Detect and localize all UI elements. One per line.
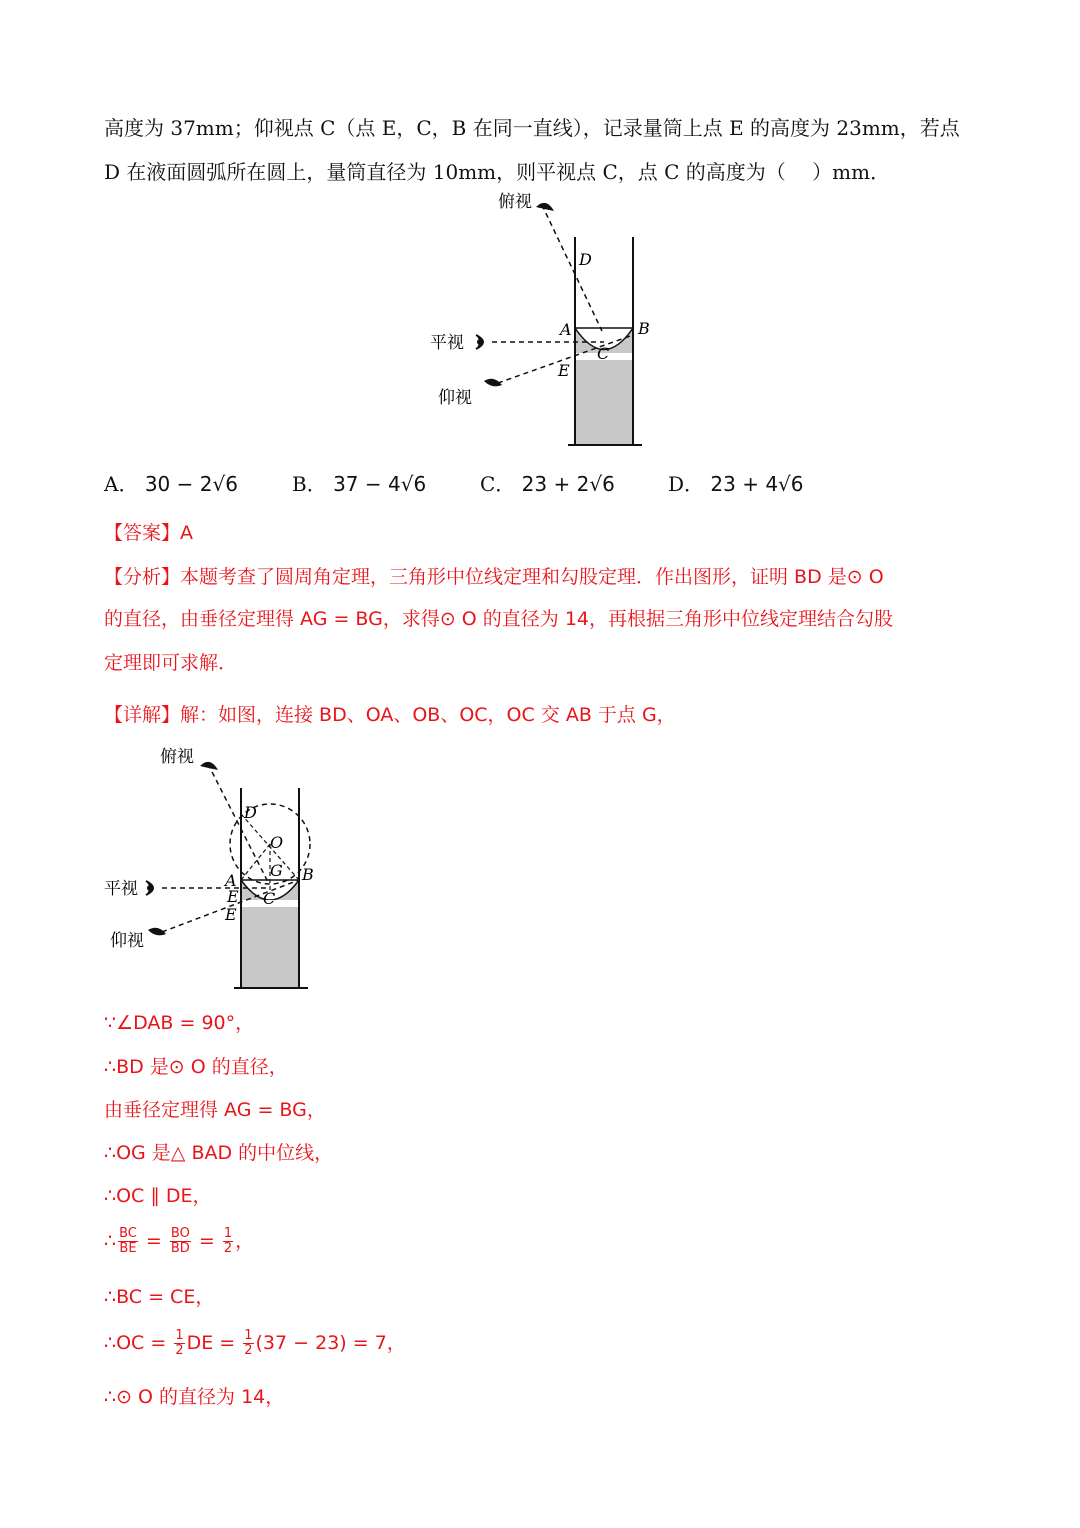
choice-b-expr: 37 − 4√6 — [333, 472, 427, 496]
sight-line-top — [542, 205, 602, 331]
detail-line: 【详解】解：如图，连接 BD、OA、OB、OC，OC 交 AB 于点 G， — [104, 704, 676, 726]
choice-c-expr: 23 + 2√6 — [521, 472, 615, 496]
figure-cylinder-2 — [100, 740, 330, 992]
step-2: ∴BD 是⊙ O 的直径， — [104, 1056, 288, 1078]
eye-top-icon — [536, 203, 554, 211]
step-1: ∵∠DAB = 90°， — [104, 1012, 255, 1034]
answer-value: A — [180, 522, 194, 544]
fraction-half-2: $\frac{1}{2}$ — [244, 1328, 253, 1358]
analysis-line-1: 【分析】本题考查了圆周角定理，三角形中位线定理和勾股定理．作出图形，证明 BD 是⊙ O — [104, 566, 884, 588]
fraction-bo-bd: $\frac{BO}{BD}$ — [170, 1226, 190, 1256]
step-9: ∴⊙ O 的直径为 14， — [104, 1386, 285, 1408]
fraction-bc-be: $\frac{BC}{BE}$ — [119, 1226, 137, 1256]
choice-d-expr: 23 + 4√6 — [710, 472, 804, 496]
point-E-2: E — [225, 905, 237, 924]
fraction-half-1: $\frac{1}{2}$ — [175, 1328, 184, 1358]
label-level-view: 平视 — [104, 879, 138, 899]
step-6: ∴ $\frac{BC}{BE}$ = $\frac{BO}{BD}$ = $\frac{1}{2}$ ， — [104, 1226, 255, 1256]
point-A: A — [225, 871, 237, 890]
choice-a[interactable] — [104, 468, 238, 497]
label-low-view: 仰视 — [110, 931, 144, 951]
eye-low-icon — [484, 379, 502, 387]
choice-a-letter: A． — [104, 472, 139, 496]
choice-b[interactable] — [292, 468, 426, 497]
answer-tag: 【答案】 — [104, 522, 181, 544]
eye-level-icon — [146, 881, 153, 895]
point-D: D — [244, 803, 257, 822]
point-A: A — [560, 320, 572, 339]
detail-tag: 【详解】 — [104, 704, 181, 726]
fraction-one-half: $\frac{1}{2}$ — [223, 1226, 233, 1256]
label-low-view: 仰视 — [438, 388, 472, 408]
choice-c[interactable] — [480, 468, 615, 497]
point-C: C — [263, 889, 276, 908]
point-B: B — [302, 865, 314, 884]
point-E-1: E — [227, 887, 239, 906]
label-top-view: 俯视 — [498, 192, 532, 212]
sight-line-top — [208, 764, 268, 882]
point-B: B — [638, 319, 650, 338]
step-7: ∴BC = CE， — [104, 1286, 215, 1308]
question-line-1: 高度为 37mm；仰视点 C（点 E，C，B 在同一直线），记录量筒上点 E 的高度为 23mm，若点 — [104, 116, 960, 140]
eye-top-icon — [200, 762, 218, 770]
analysis-line-2: 的直径，由垂径定理得 AG = BG，求得⊙ O 的直径为 14，再根据三角形中位线定理结合勾股 — [104, 608, 894, 630]
choice-d-letter: D． — [668, 472, 705, 496]
step-3: 由垂径定理得 AG = BG， — [104, 1099, 326, 1121]
figure-cylinder-1 — [420, 185, 660, 450]
step-8: ∴OC = $\frac{1}{2}$ DE = $\frac{1}{2}$ (37 − 23) = 7， — [104, 1328, 406, 1358]
eye-level-icon — [476, 335, 483, 349]
choice-d[interactable] — [668, 468, 804, 497]
label-level-view: 平视 — [430, 333, 464, 353]
question-line-2: D 在液面圆弧所在圆上，量筒直径为 10mm，则平视点 C，点 C 的高度为（ ）mm． — [104, 160, 891, 184]
label-top-view: 俯视 — [160, 747, 194, 767]
point-E: E — [558, 361, 570, 380]
analysis-tag: 【分析】 — [104, 566, 181, 588]
answer-line — [104, 518, 193, 545]
choice-a-expr: 30 − 2√6 — [144, 472, 238, 496]
choice-b-letter: B． — [292, 472, 327, 496]
segment-OA — [241, 844, 270, 880]
choice-c-letter: C． — [480, 472, 516, 496]
point-O: O — [270, 833, 284, 852]
point-C: C — [597, 344, 610, 363]
analysis-line-3: 定理即可求解． — [104, 652, 238, 674]
step-5: ∴OC ∥ DE， — [104, 1185, 212, 1207]
eye-low-icon — [148, 928, 166, 936]
step-4: ∴OG 是△ BAD 的中位线， — [104, 1142, 334, 1164]
point-G: G — [270, 861, 283, 880]
point-D: D — [579, 250, 592, 269]
